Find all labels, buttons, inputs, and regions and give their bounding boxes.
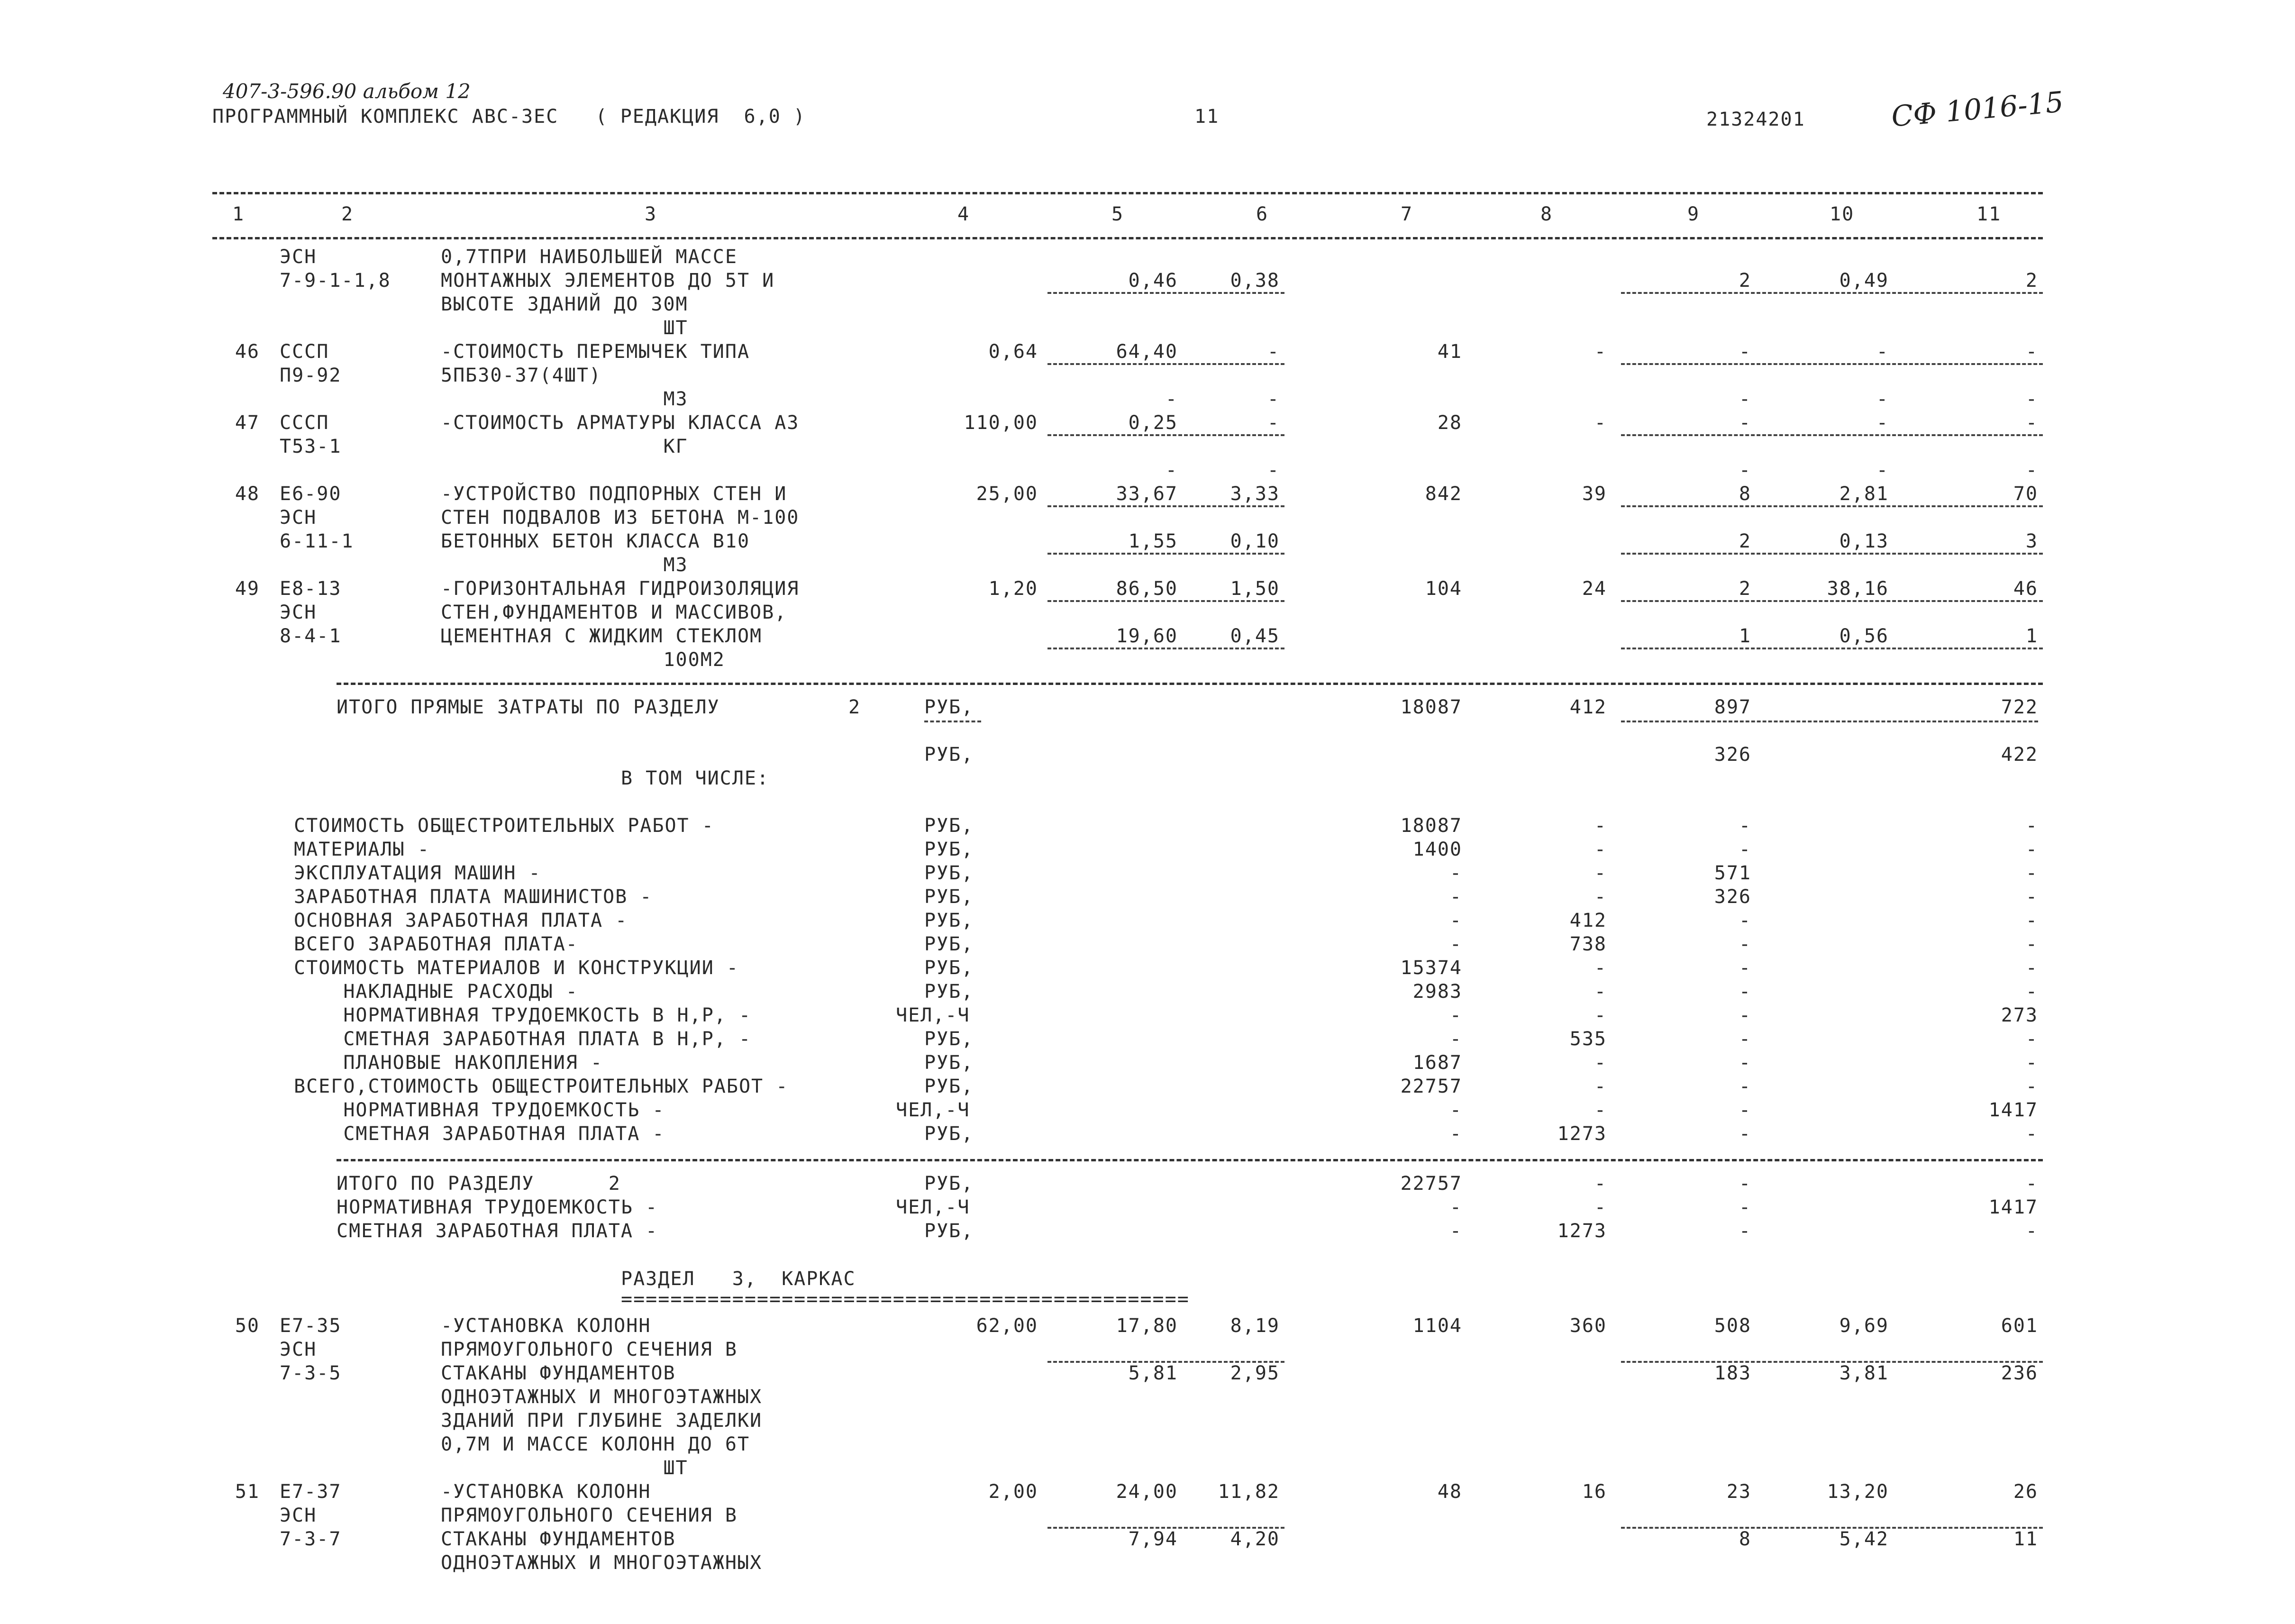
column-header: 9 [1687, 203, 1700, 225]
row-cell-c11: - [2025, 341, 2038, 363]
row-cell-c6: 1,50 [1230, 578, 1280, 600]
row-cell-c5: 17,80 [1116, 1315, 1178, 1337]
row-cell-c8: 24 [1582, 578, 1607, 600]
row-number: 46 [235, 341, 260, 363]
row-code: Е7-37 [280, 1481, 342, 1503]
row-cell-c6: 0,10 [1230, 530, 1280, 552]
column-header: 5 [1111, 203, 1124, 225]
breakdown-label: НОРМАТИВНАЯ ТРУДОЕМКОСТЬ - [294, 1099, 665, 1121]
row-cell-c9: 183 [1714, 1362, 1751, 1384]
row-cell-c11: 1 [2025, 625, 2038, 647]
section-total-label: СМЕТНАЯ ЗАРАБОТНАЯ ПЛАТА - [337, 1220, 658, 1242]
cell-rule [1047, 505, 1284, 507]
breakdown-label: НОРМАТИВНАЯ ТРУДОЕМКОСТЬ В Н,Р, - [294, 1004, 752, 1026]
row-cell-c6: 0,38 [1230, 270, 1280, 292]
breakdown-c11: - [2025, 886, 2038, 908]
album-reference: 407-3-596.90 альбом 12 [223, 80, 471, 103]
column-header: 7 [1401, 203, 1413, 225]
row-cell-c9: 2 [1739, 578, 1751, 600]
row-description: ВЫСОТЕ ЗДАНИЙ ДО 30М [441, 293, 688, 315]
column-header: 2 [341, 203, 354, 225]
row-number: 50 [235, 1315, 260, 1337]
section-total-c8: 1273 [1557, 1220, 1607, 1242]
breakdown-c8: 738 [1569, 933, 1607, 955]
breakdown-c8: - [1594, 1004, 1607, 1026]
cell-rule [1621, 505, 2043, 507]
section-total-c7: 22757 [1400, 1173, 1462, 1195]
row-cell-c9: 2 [1739, 270, 1751, 292]
breakdown-c9: - [1739, 815, 1751, 837]
breakdown-label: МАТЕРИАЛЫ - [294, 839, 430, 860]
breakdown-c7: - [1449, 1123, 1462, 1145]
row-description: -УСТАНОВКА КОЛОНН [441, 1315, 651, 1337]
row-description: -ГОРИЗОНТАЛЬНАЯ ГИДРОИЗОЛЯЦИЯ [441, 578, 800, 600]
row-code: Е6-90 [280, 483, 342, 505]
row-code: 7-3-7 [280, 1528, 342, 1550]
breakdown-c9: - [1739, 1076, 1751, 1097]
document-code: 21324201 [1706, 109, 1805, 130]
totals-label: ИТОГО ПРЯМЫЕ ЗАТРАТЫ ПО РАЗДЕЛУ [337, 696, 720, 718]
column-header: 11 [1976, 203, 2002, 225]
row-cell-c5: 33,67 [1116, 483, 1178, 505]
section-total-c11: - [2025, 1220, 2038, 1242]
row-cell-c5: 64,40 [1116, 341, 1178, 363]
row-description: ПРЯМОУГОЛЬНОГО СЕЧЕНИЯ В [441, 1339, 738, 1360]
row-cell-c5: 1,55 [1128, 530, 1178, 552]
breakdown-c7: 15374 [1400, 957, 1462, 979]
row-cell-c8: 360 [1569, 1315, 1607, 1337]
cell-rule [1047, 292, 1284, 294]
cell-rule [1047, 648, 1284, 649]
row-cell-c10: - [1876, 412, 1889, 434]
row-cell-c9: 23 [1726, 1481, 1751, 1503]
row-cell-c9: 1 [1739, 625, 1751, 647]
row-cell-c4: 110,00 [964, 412, 1038, 434]
cell-rule [1621, 553, 2043, 555]
row-cell-c11: 11 [2013, 1528, 2038, 1550]
row-code: 7-3-5 [280, 1362, 342, 1384]
row-code: П9-92 [280, 365, 342, 386]
breakdown-c8: - [1594, 1099, 1607, 1121]
row-code: ЭСН [280, 246, 317, 268]
row-cell-c5: 19,60 [1116, 625, 1178, 647]
row-cell-c8: 16 [1582, 1481, 1607, 1503]
breakdown-c8: 412 [1569, 910, 1607, 931]
cell-rule [1621, 1361, 2043, 1363]
breakdown-c7: 22757 [1400, 1076, 1462, 1097]
row-number: 47 [235, 412, 260, 434]
row-cell-c11: 26 [2013, 1481, 2038, 1503]
row-cell-c6: 4,20 [1230, 1528, 1280, 1550]
row-code: Е8-13 [280, 578, 342, 600]
row-description: СТАКАНЫ ФУНДАМЕНТОВ [441, 1528, 676, 1550]
row-cell-c6: 11,82 [1218, 1481, 1280, 1503]
breakdown-c9: - [1739, 1099, 1751, 1121]
cell-rule [1621, 1527, 2043, 1529]
column-header: 10 [1830, 203, 1855, 225]
row-code: ЭСН [280, 1339, 317, 1360]
breakdown-c11: - [2025, 1076, 2038, 1097]
row-cell-c11: 2 [2025, 270, 2038, 292]
breakdown-c9: - [1739, 1028, 1751, 1050]
row-cell-c6: 3,33 [1230, 483, 1280, 505]
breakdown-unit: РУБ, [924, 933, 974, 955]
row-cell-c5: 0,46 [1128, 270, 1178, 292]
breakdown-c8: - [1594, 815, 1607, 837]
totals-sub-rule [924, 721, 981, 722]
row-description: КГ [441, 436, 688, 457]
row-cell-c10: 2,81 [1839, 483, 1889, 505]
row-cell-c9: 508 [1714, 1315, 1751, 1337]
breakdown-label: ЗАРАБОТНАЯ ПЛАТА МАШИНИСТОВ - [294, 886, 653, 908]
breakdown-c7: 18087 [1400, 815, 1462, 837]
row-cell-c10: 3,81 [1839, 1362, 1889, 1384]
breakdown-unit: РУБ, [924, 1076, 974, 1097]
row-code: СССП [280, 341, 329, 363]
column-header: 1 [232, 203, 245, 225]
row-description: 100М2 [441, 649, 725, 671]
breakdown-c7: - [1449, 886, 1462, 908]
breakdown-c9: - [1739, 910, 1751, 931]
breakdown-unit: РУБ, [924, 815, 974, 837]
breakdown-c11: - [2025, 862, 2038, 884]
row-cell-c8: - [1594, 341, 1607, 363]
breakdown-c8: - [1594, 862, 1607, 884]
row-cell-c6: - [1267, 459, 1280, 481]
row-cell-c10: - [1876, 341, 1889, 363]
breakdown-c9: - [1739, 1123, 1751, 1145]
row-cell-c10: 9,69 [1839, 1315, 1889, 1337]
breakdown-label: СТОИМОСТЬ ОБЩЕСТРОИТЕЛЬНЫХ РАБОТ - [294, 815, 714, 837]
row-cell-c8: - [1594, 412, 1607, 434]
row-cell-c7: 28 [1437, 412, 1462, 434]
breakdown-c7: - [1449, 1099, 1462, 1121]
breakdown-unit: РУБ, [924, 886, 974, 908]
breakdown-unit: РУБ, [924, 862, 974, 884]
section-total-unit: ЧЕЛ,-Ч [896, 1196, 970, 1218]
breakdown-c9: - [1739, 839, 1751, 860]
row-cell-c7: 48 [1437, 1481, 1462, 1503]
row-cell-c5: 0,25 [1128, 412, 1178, 434]
breakdown-c9: 571 [1714, 862, 1751, 884]
row-description: 0,7М И МАССЕ КОЛОНН ДО 6Т [441, 1433, 750, 1455]
row-description: 0,7ТПРИ НАИБОЛЬШЕЙ МАССЕ [441, 246, 738, 268]
row-cell-c11: 70 [2013, 483, 2038, 505]
page-number: 11 [1194, 106, 1220, 128]
cell-rule [1621, 292, 2043, 294]
breakdown-unit: РУБ, [924, 910, 974, 931]
section-total-c9: - [1739, 1173, 1751, 1195]
row-cell-c8: 39 [1582, 483, 1607, 505]
row-description: ШТ [441, 317, 688, 339]
section-total-c7: - [1449, 1220, 1462, 1242]
column-header: 6 [1256, 203, 1269, 225]
row-number: 51 [235, 1481, 260, 1503]
row-cell-c6: 8,19 [1230, 1315, 1280, 1337]
breakdown-label: СТОИМОСТЬ МАТЕРИАЛОВ И КОНСТРУКЦИИ - [294, 957, 739, 979]
breakdown-c7: - [1449, 933, 1462, 955]
cell-rule [1047, 553, 1284, 555]
row-cell-c4: 25,00 [976, 483, 1038, 505]
row-cell-c10: 0,49 [1839, 270, 1889, 292]
row-cell-c10: 0,56 [1839, 625, 1889, 647]
row-description: -СТОИМОСТЬ АРМАТУРЫ КЛАССА А3 [441, 412, 800, 434]
row-cell-c11: 46 [2013, 578, 2038, 600]
breakdown-c7: 1400 [1412, 839, 1462, 860]
row-cell-c5: 86,50 [1116, 578, 1178, 600]
breakdown-c8: - [1594, 886, 1607, 908]
breakdown-c7: 1687 [1412, 1052, 1462, 1074]
section-total-label: ИТОГО ПО РАЗДЕЛУ 2 [337, 1173, 621, 1195]
row-cell-c11: - [2025, 388, 2038, 410]
row-code: ЭСН [280, 602, 317, 623]
totals-c7: 18087 [1400, 696, 1462, 718]
row-code: ЭСН [280, 507, 317, 529]
breakdown-label: НАКЛАДНЫЕ РАСХОДЫ - [294, 981, 578, 1003]
row-cell-c7: 842 [1425, 483, 1462, 505]
row-cell-c6: 0,45 [1230, 625, 1280, 647]
totals-c8: 412 [1569, 696, 1607, 718]
breakdown-c11: 1417 [1988, 1099, 2038, 1121]
breakdown-c11: - [2025, 981, 2038, 1003]
cell-rule [1621, 363, 2043, 365]
totals-section: 2 [848, 696, 861, 718]
program-title: ПРОГРАММНЫЙ КОМПЛЕКС АВС-ЗЕС ( РЕДАКЦИЯ 6,0 ) [212, 106, 806, 128]
breakdown-label: ПЛАНОВЫЕ НАКОПЛЕНИЯ - [294, 1052, 603, 1074]
row-cell-c9: 2 [1739, 530, 1751, 552]
row-description: МОНТАЖНЫХ ЭЛЕМЕНТОВ ДО 5Т И [441, 270, 775, 292]
row-cell-c4: 1,20 [988, 578, 1038, 600]
totals-unit: РУБ, [924, 696, 974, 718]
breakdown-c7: 2983 [1412, 981, 1462, 1003]
section-total-unit: РУБ, [924, 1220, 974, 1242]
row-description: БЕТОННЫХ БЕТОН КЛАССА В10 [441, 530, 750, 552]
row-cell-c6: - [1267, 412, 1280, 434]
breakdown-label: ОСНОВНАЯ ЗАРАБОТНАЯ ПЛАТА - [294, 910, 628, 931]
cell-rule [1047, 1361, 1284, 1363]
row-cell-c10: 13,20 [1827, 1481, 1889, 1503]
section-total-rule [337, 1159, 2043, 1161]
row-description: -УСТАНОВКА КОЛОНН [441, 1481, 651, 1503]
breakdown-label: ЭКСПЛУАТАЦИЯ МАШИН - [294, 862, 541, 884]
row-cell-c6: - [1267, 388, 1280, 410]
row-description: СТЕН,ФУНДАМЕНТОВ И МАССИВОВ, [441, 602, 787, 623]
totals-sub-rule [1621, 721, 2038, 722]
row-description: ОДНОЭТАЖНЫХ И МНОГОЭТАЖНЫХ [441, 1386, 763, 1408]
row-cell-c7: 1104 [1412, 1315, 1462, 1337]
cell-rule [1047, 600, 1284, 602]
section-total-c7: - [1449, 1196, 1462, 1218]
row-code: 6-11-1 [280, 530, 354, 552]
row-cell-c4: 62,00 [976, 1315, 1038, 1337]
breakdown-c11: - [2025, 1028, 2038, 1050]
row-cell-c10: - [1876, 388, 1889, 410]
section-total-label: НОРМАТИВНАЯ ТРУДОЕМКОСТЬ - [337, 1196, 658, 1218]
breakdown-c8: - [1594, 839, 1607, 860]
column-header: 8 [1540, 203, 1553, 225]
header-bottom-rule [212, 237, 2043, 239]
row-description: М3 [441, 554, 688, 576]
breakdown-c11: - [2025, 815, 2038, 837]
row-description: СТАКАНЫ ФУНДАМЕНТОВ [441, 1362, 676, 1384]
breakdown-label: ВСЕГО ЗАРАБОТНАЯ ПЛАТА- [294, 933, 578, 955]
cell-rule [1047, 1527, 1284, 1529]
breakdown-label: СМЕТНАЯ ЗАРАБОТНАЯ ПЛАТА - [294, 1123, 665, 1145]
row-cell-c4: 2,00 [988, 1481, 1038, 1503]
totals-rule [337, 683, 2043, 685]
row-cell-c11: 236 [2001, 1362, 2038, 1384]
breakdown-c11: - [2025, 957, 2038, 979]
row-code: 7-9-1-1,8 [280, 270, 391, 292]
row-cell-c11: 601 [2001, 1315, 2038, 1337]
cell-rule [1047, 363, 1284, 365]
breakdown-unit: РУБ, [924, 957, 974, 979]
totals-c11b: 422 [2001, 744, 2038, 766]
handwritten-code: СФ 1016-15 [1890, 85, 2065, 134]
row-description: ПРЯМОУГОЛЬНОГО СЕЧЕНИЯ В [441, 1505, 738, 1526]
section-total-c8: - [1594, 1196, 1607, 1218]
row-cell-c6: 2,95 [1230, 1362, 1280, 1384]
row-cell-c4: 0,64 [988, 341, 1038, 363]
section3-title: РАЗДЕЛ 3, КАРКАС [621, 1268, 856, 1290]
section-total-c11: - [2025, 1173, 2038, 1195]
breakdown-c7: - [1449, 862, 1462, 884]
row-cell-c9: - [1739, 459, 1751, 481]
row-description: М3 [441, 388, 688, 410]
breakdown-c9: - [1739, 981, 1751, 1003]
breakdown-label: СМЕТНАЯ ЗАРАБОТНАЯ ПЛАТА В Н,Р, - [294, 1028, 752, 1050]
totals-c11: 722 [2001, 696, 2038, 718]
cell-rule [1047, 434, 1284, 436]
row-cell-c5: - [1165, 388, 1178, 410]
column-header: 3 [645, 203, 657, 225]
row-code: 8-4-1 [280, 625, 342, 647]
table-top-rule [212, 192, 2043, 194]
section-total-c11: 1417 [1988, 1196, 2038, 1218]
row-cell-c7: 104 [1425, 578, 1462, 600]
totals-unit2: РУБ, [924, 744, 974, 766]
row-description: ОДНОЭТАЖНЫХ И МНОГОЭТАЖНЫХ [441, 1552, 763, 1574]
breakdown-c9: - [1739, 933, 1751, 955]
breakdown-c7: - [1449, 1004, 1462, 1026]
row-cell-c10: 5,42 [1839, 1528, 1889, 1550]
breakdown-unit: РУБ, [924, 1052, 974, 1074]
section3-underline: ============================================== [621, 1288, 1190, 1310]
row-code: СССП [280, 412, 329, 434]
breakdown-c8: - [1594, 957, 1607, 979]
row-number: 48 [235, 483, 260, 505]
breakdown-c11: - [2025, 933, 2038, 955]
column-header: 4 [957, 203, 970, 225]
cell-rule [1621, 648, 2043, 649]
row-cell-c11: - [2025, 412, 2038, 434]
row-cell-c10: 0,13 [1839, 530, 1889, 552]
breakdown-c8: 1273 [1557, 1123, 1607, 1145]
row-cell-c9: 8 [1739, 1528, 1751, 1550]
breakdown-unit: РУБ, [924, 1028, 974, 1050]
row-cell-c5: 24,00 [1116, 1481, 1178, 1503]
row-cell-c9: - [1739, 341, 1751, 363]
breakdown-c9: 326 [1714, 886, 1751, 908]
row-cell-c9: - [1739, 412, 1751, 434]
breakdown-c8: - [1594, 1076, 1607, 1097]
row-description: ЗДАНИЙ ПРИ ГЛУБИНЕ ЗАДЕЛКИ [441, 1410, 763, 1432]
row-description: -СТОИМОСТЬ ПЕРЕМЫЧЕК ТИПА [441, 341, 750, 363]
breakdown-c9: - [1739, 1004, 1751, 1026]
breakdown-c7: - [1449, 1028, 1462, 1050]
totals-c9b: 326 [1714, 744, 1751, 766]
row-cell-c9: - [1739, 388, 1751, 410]
breakdown-label: ВСЕГО,СТОИМОСТЬ ОБЩЕСТРОИТЕЛЬНЫХ РАБОТ - [294, 1076, 789, 1097]
section-total-c8: - [1594, 1173, 1607, 1195]
breakdown-unit: РУБ, [924, 1123, 974, 1145]
row-code: Е7-35 [280, 1315, 342, 1337]
section-total-c9: - [1739, 1196, 1751, 1218]
row-cell-c11: 3 [2025, 530, 2038, 552]
breakdown-c9: - [1739, 1052, 1751, 1074]
row-description: ШТ [441, 1457, 688, 1479]
breakdown-c9: - [1739, 957, 1751, 979]
row-cell-c10: - [1876, 459, 1889, 481]
row-cell-c9: 8 [1739, 483, 1751, 505]
row-cell-c7: 41 [1437, 341, 1462, 363]
breakdown-c11: - [2025, 1123, 2038, 1145]
totals-c9: 897 [1714, 696, 1751, 718]
breakdown-unit: ЧЕЛ,-Ч [896, 1004, 970, 1026]
row-number: 49 [235, 578, 260, 600]
row-cell-c10: 38,16 [1827, 578, 1889, 600]
breakdown-unit: РУБ, [924, 981, 974, 1003]
row-description: СТЕН ПОДВАЛОВ ИЗ БЕТОНА М-100 [441, 507, 800, 529]
breakdown-unit: РУБ, [924, 839, 974, 860]
row-cell-c5: 7,94 [1128, 1528, 1178, 1550]
row-cell-c11: - [2025, 459, 2038, 481]
breakdown-c11: - [2025, 839, 2038, 860]
section-total-unit: РУБ, [924, 1173, 974, 1195]
section-total-c9: - [1739, 1220, 1751, 1242]
row-description: ЦЕМЕНТНАЯ С ЖИДКИМ СТЕКЛОМ [441, 625, 763, 647]
row-code: ЭСН [280, 1505, 317, 1526]
breakdown-c8: 535 [1569, 1028, 1607, 1050]
breakdown-c7: - [1449, 910, 1462, 931]
breakdown-c11: - [2025, 910, 2038, 931]
row-description: 5ПБ30-37(4ШТ) [441, 365, 602, 386]
including-label: В ТОМ ЧИСЛЕ: [621, 767, 769, 789]
row-cell-c5: 5,81 [1128, 1362, 1178, 1384]
row-cell-c6: - [1267, 341, 1280, 363]
cell-rule [1621, 600, 2043, 602]
breakdown-c11: 273 [2001, 1004, 2038, 1026]
breakdown-unit: ЧЕЛ,-Ч [896, 1099, 970, 1121]
row-cell-c5: - [1165, 459, 1178, 481]
breakdown-c8: - [1594, 1052, 1607, 1074]
row-code: Т53-1 [280, 436, 342, 457]
breakdown-c11: - [2025, 1052, 2038, 1074]
breakdown-c8: - [1594, 981, 1607, 1003]
cell-rule [1621, 434, 2043, 436]
row-description: -УСТРОЙСТВО ПОДПОРНЫХ СТЕН И [441, 483, 787, 505]
